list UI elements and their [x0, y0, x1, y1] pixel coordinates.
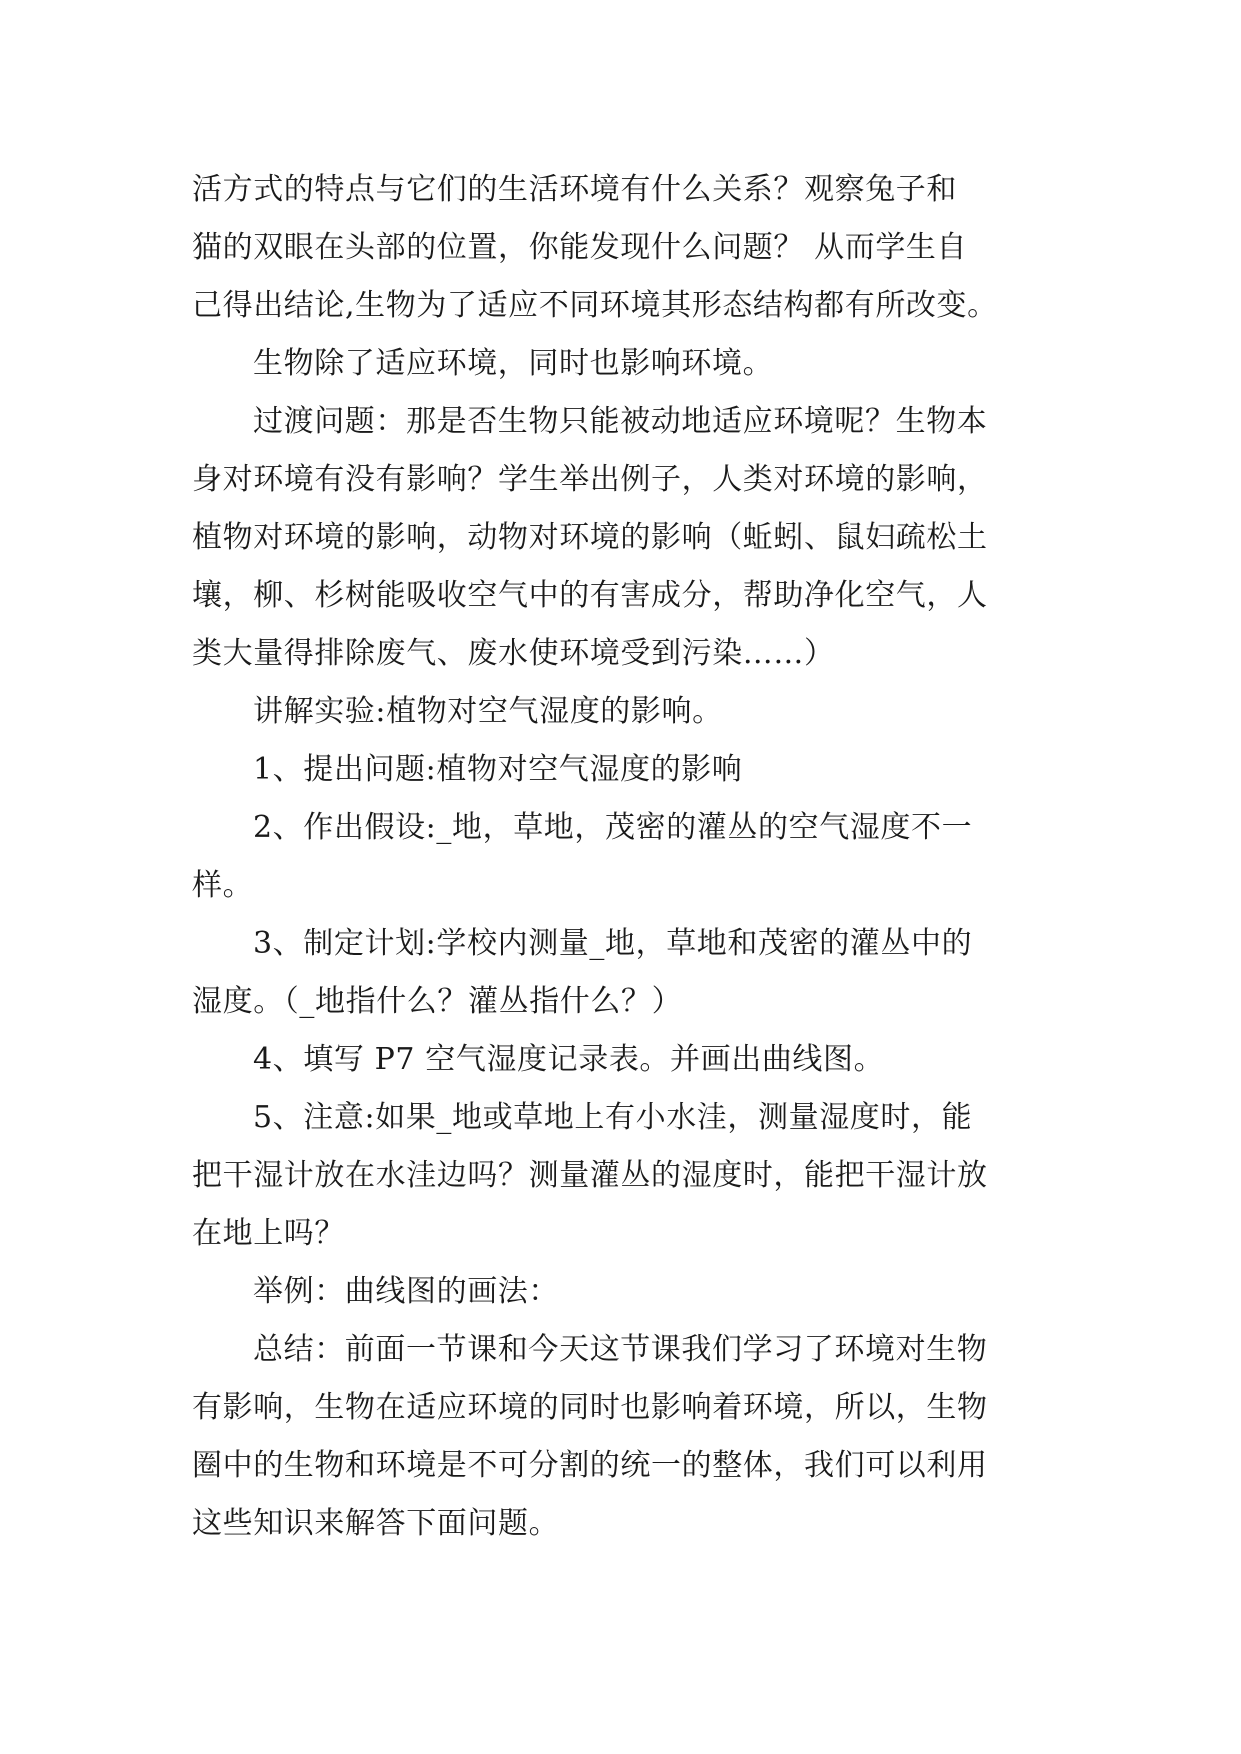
- text-line: 有影响，生物在适应环境的同时也影响着环境，所以，生物: [192, 1390, 988, 1425]
- text-line: 壤，柳、杉树能吸收空气中的有害成分，帮助净化空气，人: [192, 578, 988, 613]
- text-line: 圈中的生物和环境是不可分割的统一的整体，我们可以利用: [192, 1448, 988, 1483]
- paragraph-line: 总结：前面一节课和今天这节课我们学习了环境对生物: [253, 1332, 988, 1367]
- list-item-line: 4、填写 P7 空气湿度记录表。并画出曲线图。: [253, 1042, 885, 1077]
- paragraph-line: 生物除了适应环境，同时也影响环境。: [253, 346, 774, 381]
- text-line: 植物对环境的影响，动物对环境的影响（蚯蚓、鼠妇疏松土: [192, 520, 988, 555]
- text-line: 身对环境有没有影响？学生举出例子，人类对环境的影响，: [192, 462, 988, 497]
- text-line: 猫的双眼在头部的位置，你能发现什么问题？ 从而学生自: [192, 230, 968, 265]
- text-line: 这些知识来解答下面问题。: [192, 1506, 560, 1541]
- text-line: 湿度。（_地指什么？灌丛指什么？）: [192, 984, 683, 1019]
- list-item-line: 5、注意:如果_地或草地上有小水洼，测量湿度时，能: [253, 1100, 973, 1135]
- list-item-line: 2、作出假设:_地，草地，茂密的灌丛的空气湿度不一: [253, 810, 973, 845]
- paragraph-line: 举例：曲线图的画法：: [253, 1274, 559, 1309]
- text-line: 活方式的特点与它们的生活环境有什么关系？观察兔子和: [192, 172, 957, 207]
- list-item-line: 3、制定计划:学校内测量_地，草地和茂密的灌丛中的: [253, 926, 973, 961]
- text-line: 把干湿计放在水洼边吗？测量灌丛的湿度时，能把干湿计放: [192, 1158, 988, 1193]
- text-line: 类大量得排除废气、废水使环境受到污染……）: [192, 636, 835, 671]
- paragraph-line: 过渡问题：那是否生物只能被动地适应环境呢？生物本: [253, 404, 988, 439]
- paragraph-line: 讲解实验:植物对空气湿度的影响。: [253, 694, 723, 729]
- text-line: 在地上吗？: [192, 1216, 345, 1251]
- list-item-line: 1、提出问题:植物对空气湿度的影响: [253, 752, 743, 787]
- text-line: 己得出结论,生物为了适应不同环境其形态结构都有所改变。: [192, 288, 998, 323]
- text-line: 样。: [192, 868, 254, 903]
